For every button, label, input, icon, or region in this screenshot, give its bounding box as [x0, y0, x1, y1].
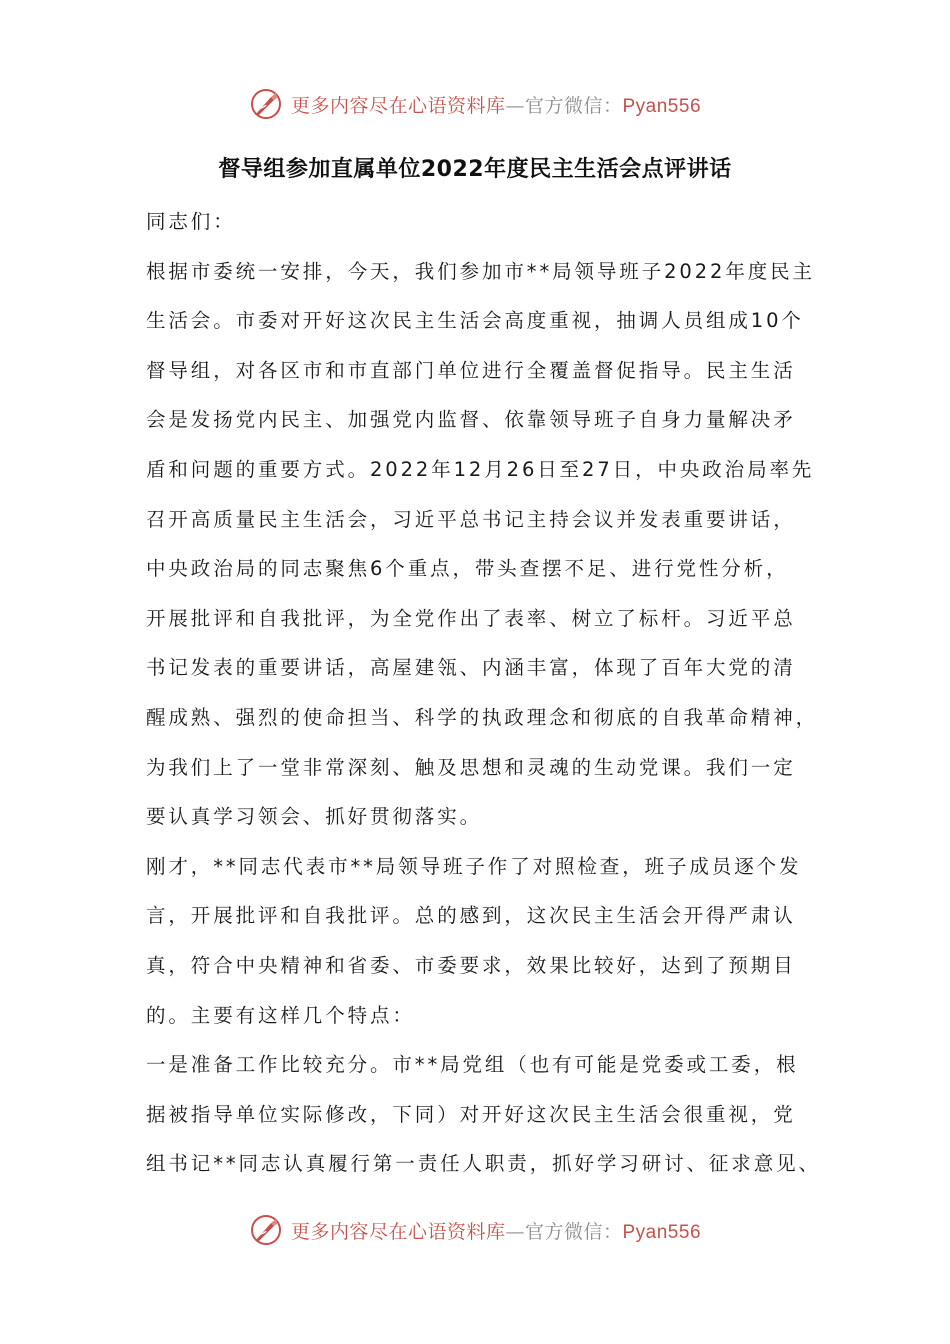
banner-wechat-id: Pyan556: [622, 95, 702, 117]
banner-wechat-label: 官方微信：: [524, 94, 623, 117]
body-line: 开展批评和自我批评，为全党作出了表率、树立了标杆。习近平总: [146, 606, 796, 630]
footer-watermark-banner: [0, 1210, 950, 1250]
body-line: 生活会。市委对开好这次民主生活会高度重视，抽调人员组成10个: [146, 309, 804, 333]
body-line: 组书记**同志认真履行第一责任人职责，抓好学习研讨、征求意见、: [146, 1152, 821, 1176]
body-line: 言，开展批评和自我批评。总的感到，这次民主生活会开得严肃认: [146, 904, 796, 928]
document-title: 督导组参加直属单位2022年度民主生活会点评讲话: [218, 157, 732, 182]
banner-site-text: 更多内容尽在心语资料库: [290, 94, 506, 117]
quill-pen-logo-icon: [249, 87, 283, 121]
body-line: 真，符合中央精神和省委、市委要求，效果比较好，达到了预期目: [146, 953, 796, 977]
body-line: 一是准备工作比较充分。市**局党组（也有可能是党委或工委，根: [146, 1053, 799, 1077]
body-line: 召开高质量民主生活会，习近平总书记主持会议并发表重要讲话，: [146, 507, 796, 531]
banner-dash: —: [505, 94, 525, 117]
banner-dash: —: [505, 1220, 525, 1243]
body-line: 会是发扬党内民主、加强党内监督、依靠领导班子自身力量解决矛: [146, 408, 796, 432]
banner-wechat-label: 官方微信：: [524, 1220, 623, 1243]
header-watermark-banner: [0, 84, 950, 124]
banner-site-text: 更多内容尽在心语资料库: [290, 1220, 506, 1243]
body-line: 同志们：: [146, 210, 236, 233]
body-line: 要认真学习领会、抓好贯彻落实。: [146, 805, 483, 829]
body-line: 中央政治局的同志聚焦6个重点，带头查摆不足、进行党性分析，: [146, 557, 789, 581]
body-line: 书记发表的重要讲话，高屋建瓴、内涵丰富，体现了百年大党的清: [146, 656, 796, 680]
body-line: 的。主要有这样几个特点：: [146, 1003, 415, 1027]
banner-wechat-id: Pyan556: [622, 1221, 702, 1243]
quill-pen-logo-icon: [249, 1213, 283, 1247]
body-line: 醒成熟、强烈的使命担当、科学的执政理念和彻底的自我革命精神，: [146, 705, 819, 729]
document-body: [146, 197, 836, 1189]
body-line: 为我们上了一堂非常深刻、触及思想和灵魂的生动党课。我们一定: [146, 755, 796, 779]
body-line: 刚才，**同志代表市**局领导班子作了对照检查，班子成员逐个发: [146, 854, 802, 878]
body-line: 盾和问题的重要方式。2022年12月26日至27日，中央政治局率先: [146, 457, 815, 481]
body-line: 督导组，对各区市和市直部门单位进行全覆盖督促指导。民主生活: [146, 358, 796, 382]
body-line: 据被指导单位实际修改，下同）对开好这次民主生活会很重视，党: [146, 1102, 796, 1126]
body-line: 根据市委统一安排，今天，我们参加市**局领导班子2022年度民主: [146, 259, 815, 283]
